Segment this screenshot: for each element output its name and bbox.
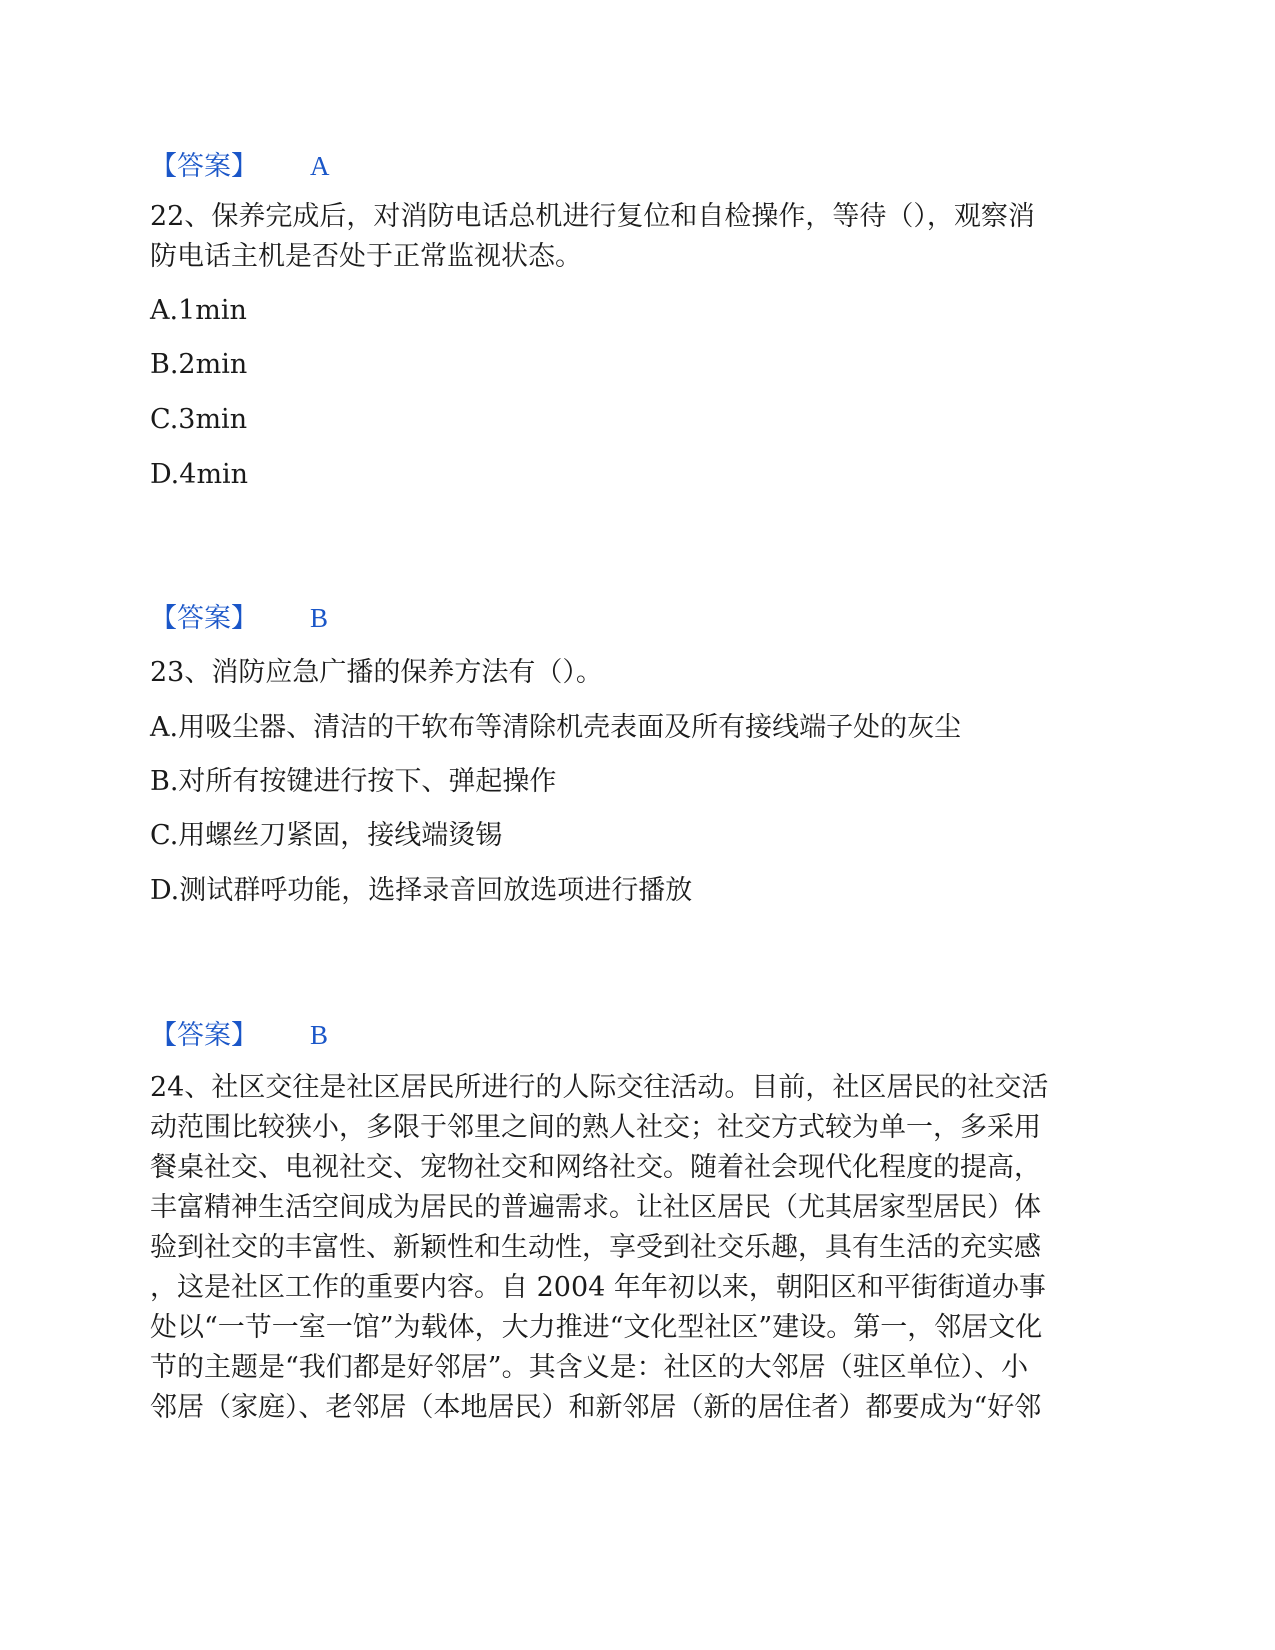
answer-value: B [310,1020,329,1050]
answer-label: 【答案】 [150,1020,258,1051]
question-text-line: 丰富精神生活空间成为居民的普遍需求。让社区居民（尤其居家型居民）体 [150,1192,1041,1223]
option-a: A.用吸尘器、清洁的干软布等清除机壳表面及所有接线端子处的灰尘 [150,712,962,743]
question-text-line: 22、保养完成后，对消防电话总机进行复位和自检操作，等待（），观察消 [150,201,1035,232]
answer-label: 【答案】 [150,151,258,182]
question-text-line: 验到社交的丰富性、新颖性和生动性，享受到社交乐趣，具有生活的充实感 [150,1232,1041,1263]
question-text-line: 防电话主机是否处于正常监视状态。 [150,241,582,272]
question-text-line: 处以“一节一室一馆”为载体，大力推进“文化型社区”建设。第一，邻居文化 [150,1312,1043,1343]
question-text-line: 餐桌社交、电视社交、宠物社交和网络社交。随着社会现代化程度的提高， [150,1152,1041,1183]
option-a: A.1min [150,295,247,326]
question-24 [150,1068,1130,1428]
option-b: B.2min [150,349,248,380]
option-c: C.3min [150,404,248,435]
answer-22 [150,598,328,639]
answer-value: B [310,603,329,633]
question-text-line: 节的主题是“我们都是好邻居”。其含义是：社区的大邻居（驻区单位）、小 [150,1352,1029,1383]
answer-21 [150,146,330,187]
answer-23 [150,1015,328,1056]
option-c: C.用螺丝刀紧固，接线端烫锡 [150,820,503,851]
question-text-line: ，这是社区工作的重要内容。自 2004 年年初以来，朝阳区和平街街道办事 [150,1272,1046,1303]
question-text-line: 邻居（家庭）、老邻居（本地居民）和新邻居（新的居住者）都要成为“好邻 [150,1392,1042,1423]
option-d: D.4min [150,459,249,490]
option-b: B.对所有按键进行按下、弹起操作 [150,766,557,797]
question-text-line: 24、社区交往是社区居民所进行的人际交往活动。目前，社区居民的社交活 [150,1072,1049,1103]
option-d: D.测试群呼功能，选择录音回放选项进行播放 [150,875,693,906]
question-text-line: 23、消防应急广播的保养方法有（）。 [150,657,603,688]
question-text-line: 动范围比较狭小，多限于邻里之间的熟人社交；社交方式较为单一，多采用 [150,1112,1041,1143]
answer-value: A [310,151,330,181]
answer-label: 【答案】 [150,603,258,634]
